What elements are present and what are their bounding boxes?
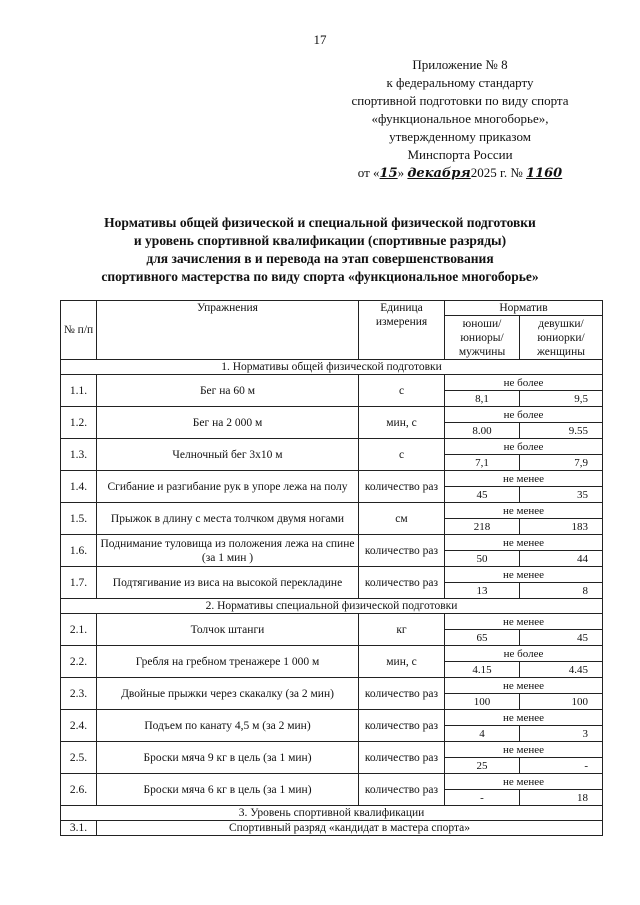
title-line: Нормативы общей физической и специальной физической подготовки: [104, 215, 536, 230]
section-title: 1. Нормативы общей физической подготовки: [61, 360, 603, 375]
row-exercise: Броски мяча 9 кг в цель (за 1 мин): [97, 742, 359, 774]
row-unit: мин, с: [359, 646, 445, 678]
value-female: 3: [520, 726, 603, 742]
value-male: 218: [445, 519, 520, 535]
row-unit: мин, с: [359, 407, 445, 439]
value-female: 8: [520, 583, 603, 599]
row-exercise: Поднимание туловища из положения лежа на спине (за 1 мин ): [97, 535, 359, 567]
row-exercise: Челночный бег 3х10 м: [97, 439, 359, 471]
row-qualifier: не менее: [445, 710, 603, 726]
row-exercise: Двойные прыжки через скакалку (за 2 мин): [97, 678, 359, 710]
appendix-line: «функциональное многоборье»,: [371, 111, 549, 126]
table-row: [61, 535, 603, 551]
row-qualifier: не более: [445, 646, 603, 662]
value-female: 4.45: [520, 662, 603, 678]
row-number: 1.4.: [61, 471, 97, 503]
appendix-block: [330, 56, 590, 183]
row-number: 2.6.: [61, 774, 97, 806]
appendix-line: Приложение № 8: [412, 57, 508, 72]
row-number: 2.3.: [61, 678, 97, 710]
table-row: [61, 678, 603, 694]
row-unit: с: [359, 439, 445, 471]
value-female: 18: [520, 790, 603, 806]
value-male: 4: [445, 726, 520, 742]
table-row: [61, 407, 603, 423]
page-bottom-rule: [60, 820, 602, 821]
row-qualifier: не менее: [445, 503, 603, 519]
handwritten-day: 15: [379, 166, 398, 181]
row-unit: количество раз: [359, 535, 445, 567]
norms-table: [60, 300, 603, 836]
value-female: 35: [520, 487, 603, 503]
title-line: спортивного мастерства по виду спорта «функциональное многоборье»: [101, 269, 539, 284]
row-number: 1.5.: [61, 503, 97, 535]
row-qualifier: не менее: [445, 678, 603, 694]
value-female: 183: [520, 519, 603, 535]
appendix-line: Минспорта России: [407, 147, 513, 162]
order-date-line: от «15» декабря2025 г. № 1160: [357, 165, 563, 181]
row-unit: кг: [359, 614, 445, 646]
value-male: 25: [445, 758, 520, 774]
header-norm: Норматив: [445, 301, 603, 316]
row-unit: количество раз: [359, 710, 445, 742]
section-title: 2. Нормативы специальной физической подготовки: [61, 599, 603, 614]
value-male: 7,1: [445, 455, 520, 471]
section-row: [61, 360, 603, 375]
row-qualifier: не менее: [445, 742, 603, 758]
row-exercise: Подъем по канату 4,5 м (за 2 мин): [97, 710, 359, 742]
table-row: [61, 646, 603, 662]
section-row: [61, 806, 603, 821]
table-row: [61, 439, 603, 455]
row-qualifier: не менее: [445, 614, 603, 630]
row-number: 2.1.: [61, 614, 97, 646]
row-qualifier: не менее: [445, 774, 603, 790]
row-exercise: Прыжок в длину с места толчком двумя ногами: [97, 503, 359, 535]
table-row: [61, 503, 603, 519]
value-female: 100: [520, 694, 603, 710]
value-male: 65: [445, 630, 520, 646]
table-row: [61, 567, 603, 583]
value-male: -: [445, 790, 520, 806]
row-exercise: Бег на 60 м: [97, 375, 359, 407]
value-male: 8,1: [445, 391, 520, 407]
document-title: [40, 214, 600, 286]
value-female: 45: [520, 630, 603, 646]
value-female: -: [520, 758, 603, 774]
row-number: 1.2.: [61, 407, 97, 439]
row-exercise: Толчок штанги: [97, 614, 359, 646]
row-unit: количество раз: [359, 774, 445, 806]
row-unit: количество раз: [359, 567, 445, 599]
row-number: 2.4.: [61, 710, 97, 742]
value-male: 4.15: [445, 662, 520, 678]
row-exercise: Гребля на гребном тренажере 1 000 м: [97, 646, 359, 678]
row-unit: количество раз: [359, 471, 445, 503]
row-qualifier: не менее: [445, 471, 603, 487]
header-male: юноши/ юниоры/ мужчины: [445, 316, 520, 360]
row-exercise: Сгибание и разгибание рук в упоре лежа на полу: [97, 471, 359, 503]
row-qualifier: не более: [445, 375, 603, 391]
value-male: 50: [445, 551, 520, 567]
table-row: [61, 614, 603, 630]
value-male: 8.00: [445, 423, 520, 439]
title-line: для зачисления в и перевода на этап совершенствования: [146, 251, 494, 266]
header-num: № п/п: [61, 301, 97, 360]
row-qualifier: не менее: [445, 567, 603, 583]
row-number: 2.2.: [61, 646, 97, 678]
row-exercise: Бег на 2 000 м: [97, 407, 359, 439]
value-female: 9.55: [520, 423, 603, 439]
row-qualifier: не менее: [445, 535, 603, 551]
row-unit: количество раз: [359, 678, 445, 710]
value-female: 44: [520, 551, 603, 567]
appendix-line: спортивной подготовки по виду спорта: [351, 93, 569, 108]
value-male: 13: [445, 583, 520, 599]
appendix-line: утвержденному приказом: [389, 129, 531, 144]
row-qualifier: не более: [445, 407, 603, 423]
row-number: 1.1.: [61, 375, 97, 407]
value-female: 9,5: [520, 391, 603, 407]
value-male: 45: [445, 487, 520, 503]
table-row: [61, 821, 603, 836]
row-unit: см: [359, 503, 445, 535]
page-number: 17: [313, 32, 327, 47]
title-line: и уровень спортивной квалификации (спортивные разряды): [133, 233, 507, 248]
row-exercise: Броски мяча 6 кг в цель (за 1 мин): [97, 774, 359, 806]
table-row: [61, 774, 603, 790]
table-header-row: [61, 301, 603, 316]
appendix-line: к федеральному стандарту: [386, 75, 534, 90]
table-row: [61, 742, 603, 758]
section-row: [61, 599, 603, 614]
row-exercise: Подтягивание из виса на высокой перекладине: [97, 567, 359, 599]
table-row: [61, 375, 603, 391]
table-row: [61, 710, 603, 726]
header-unit: Единица измерения: [359, 301, 445, 360]
row-unit: с: [359, 375, 445, 407]
row-number: 2.5.: [61, 742, 97, 774]
header-female: девушки/ юниорки/ женщины: [520, 316, 603, 360]
value-female: 7,9: [520, 455, 603, 471]
row-number: 1.6.: [61, 535, 97, 567]
row-number: 1.7.: [61, 567, 97, 599]
value-male: 100: [445, 694, 520, 710]
handwritten-month: декабря: [407, 166, 471, 181]
row-number: 3.1.: [61, 821, 97, 836]
row-number: 1.3.: [61, 439, 97, 471]
row-exercise: Спортивный разряд «кандидат в мастера спорта»: [97, 821, 603, 836]
row-qualifier: не более: [445, 439, 603, 455]
row-unit: количество раз: [359, 742, 445, 774]
section-title: 3. Уровень спортивной квалификации: [61, 806, 603, 821]
handwritten-order-number: 1160: [526, 166, 563, 181]
header-exercise: Упражнения: [97, 301, 359, 360]
table-row: [61, 471, 603, 487]
